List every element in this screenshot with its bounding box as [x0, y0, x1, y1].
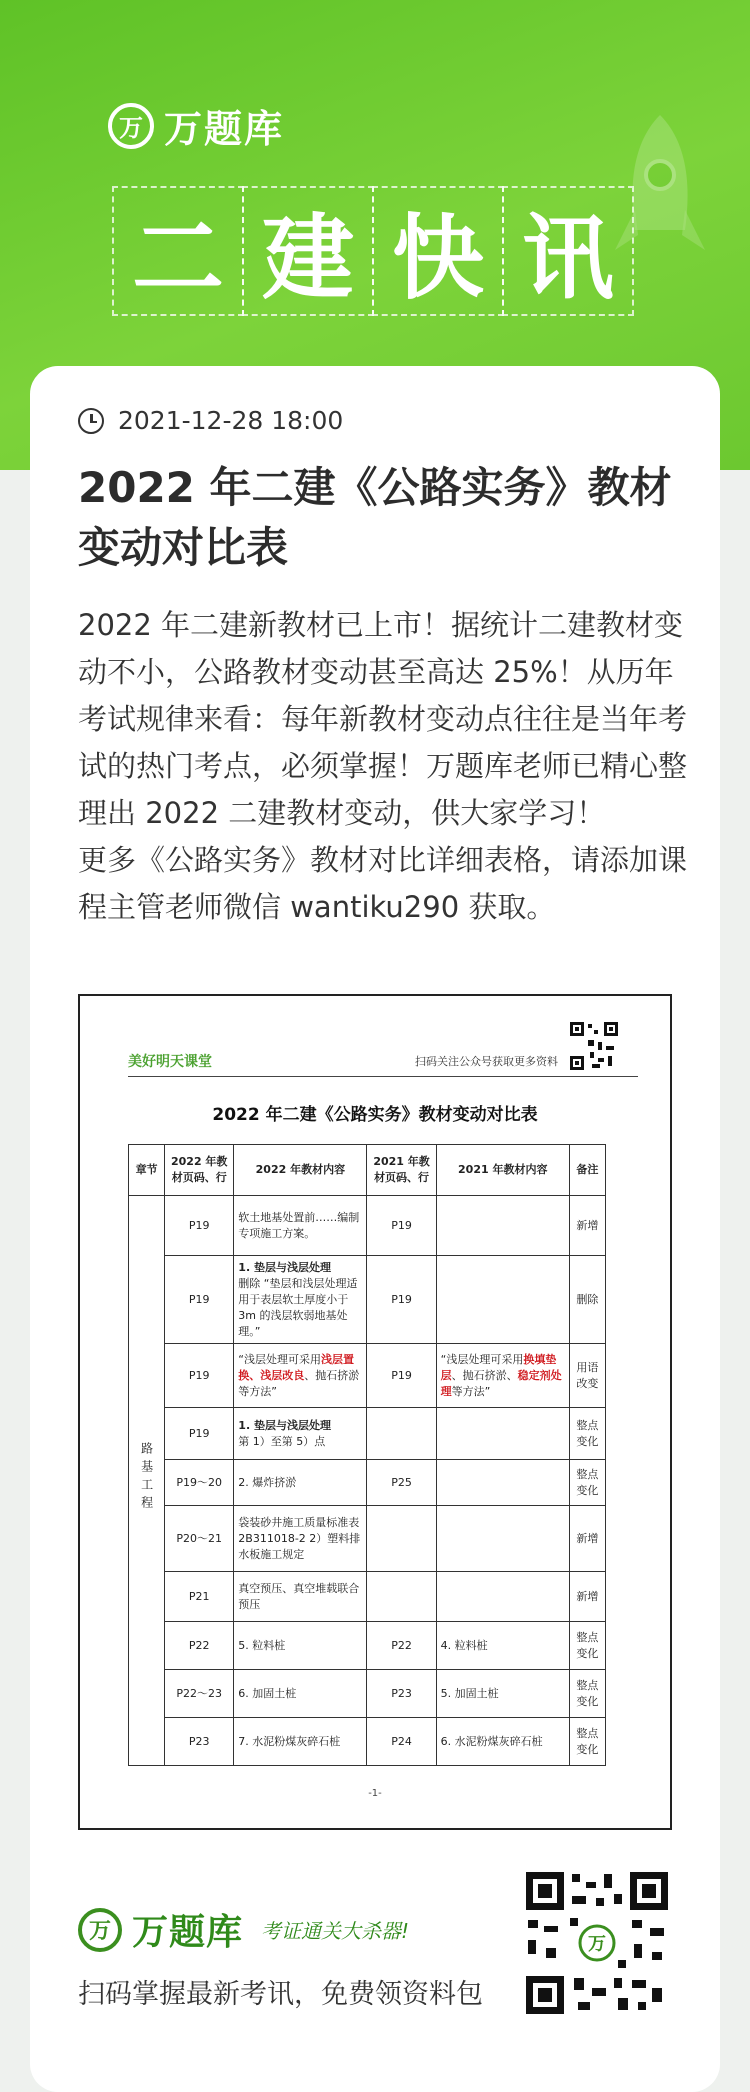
cell-text: 等方法” [451, 1384, 491, 1398]
hero-title-char: 讯 [502, 186, 634, 316]
brand-logo [108, 98, 284, 153]
comparison-table [128, 1144, 606, 1766]
timestamp-text: 2021-12-28 18:00 [118, 406, 344, 435]
table-cell: 整点变化 [569, 1408, 605, 1460]
table-cell: 6. 加固土桩 [234, 1670, 367, 1718]
table-cell: 整点变化 [569, 1622, 605, 1670]
document-title: 2022 年二建《公路实务》教材变动对比表 [212, 1105, 538, 1125]
table-row [129, 1344, 606, 1408]
table-cell: P19 [367, 1344, 436, 1408]
table-row [129, 1256, 606, 1344]
article-headline: 2022 年二建《公路实务》教材变动对比表 [78, 463, 672, 572]
column-header: 备注 [569, 1145, 605, 1196]
cell-text: 、抛石挤淤等方法” [238, 1368, 360, 1398]
table-row [129, 1408, 606, 1460]
table-cell: 软土地基处置前……编制专项施工方案。 [234, 1196, 367, 1256]
column-header: 2022 年教材页码、行 [165, 1145, 234, 1196]
table-cell: 整点变化 [569, 1460, 605, 1506]
table-cell: P20～21 [165, 1506, 234, 1572]
document-note: 扫码关注公众号获取更多资料 [415, 1055, 558, 1068]
table-cell: 用语改变 [569, 1344, 605, 1408]
table-row [129, 1196, 606, 1256]
article-body [78, 602, 698, 931]
table-cell: 袋装砂井施工质量标准表 2B311018-2 2）塑料排水板施工规定 [234, 1506, 367, 1572]
brand-badge-icon: 万 [78, 1908, 122, 1952]
table-cell: 2. 爆炸挤淤 [234, 1460, 367, 1506]
footer-slogan: 考证通关大杀器! [261, 1919, 410, 1943]
article-card [30, 366, 720, 2092]
table-cell [436, 1196, 569, 1256]
qr-code-icon [568, 1020, 620, 1072]
footer-brand [78, 1904, 409, 1955]
hero-title-char: 建 [242, 186, 374, 316]
table-cell: 7. 水泥粉煤灰碎石桩 [234, 1718, 367, 1766]
cell-heading: 1. 垫层与浅层处理 [238, 1260, 331, 1274]
footer-brand-name: 万题库 [132, 1912, 244, 1953]
document-page-number: -1- [368, 1788, 382, 1799]
table-row [129, 1670, 606, 1718]
highlight-text: 浅层置换、浅层改良 [238, 1352, 354, 1382]
footer-cta-text: 扫码掌握最新考讯，免费领资料包 [78, 1979, 483, 2010]
table-cell: 4. 粒料桩 [436, 1622, 569, 1670]
column-header: 2021 年教材页码、行 [367, 1145, 436, 1196]
cell-text: 第 1）至第 5）点 [238, 1434, 326, 1448]
table-row [129, 1460, 606, 1506]
table-cell [436, 1506, 569, 1572]
table-cell [367, 1408, 436, 1460]
cell-heading: 1. 垫层与浅层处理 [238, 1418, 331, 1432]
table-cell [436, 1460, 569, 1506]
table-cell: 整点变化 [569, 1718, 605, 1766]
svg-text:万: 万 [588, 1934, 606, 1955]
table-cell [234, 1344, 367, 1408]
chapter-cell [129, 1196, 165, 1766]
table-cell: P22 [165, 1622, 234, 1670]
table-cell: P19 [165, 1344, 234, 1408]
table-cell: 删除 [569, 1256, 605, 1344]
table-cell: 5. 粒料桩 [234, 1622, 367, 1670]
table-cell [436, 1408, 569, 1460]
hero-title-char: 二 [112, 186, 244, 316]
table-row [129, 1622, 606, 1670]
clock-icon [78, 408, 104, 434]
table-cell: 5. 加固土桩 [436, 1670, 569, 1718]
table-cell: 真空预压、真空堆载联合预压 [234, 1572, 367, 1622]
qr-code-icon[interactable] [522, 1868, 672, 2018]
table-cell: P23 [367, 1670, 436, 1718]
article-paragraph: 2022 年二建新教材已上市！据统计二建教材变动不小，公路教材变动甚至高达 25%！从历年考试规律来看：每年新教材变动点往往是当年考试的热门考点，必须掌握！万题库老师已精心整理出 2022 二建教材变动，供大家学习！ [78, 608, 688, 830]
table-cell: 新增 [569, 1572, 605, 1622]
table-cell: P19 [165, 1196, 234, 1256]
table-cell [234, 1256, 367, 1344]
document-image[interactable] [78, 994, 672, 1830]
table-cell: 新增 [569, 1196, 605, 1256]
table-cell: P19 [367, 1256, 436, 1344]
column-header: 章节 [129, 1145, 165, 1196]
table-row [129, 1718, 606, 1766]
table-cell [234, 1408, 367, 1460]
document-rule [128, 1076, 638, 1077]
highlight-text: 稳定剂处理 [440, 1368, 562, 1398]
column-header: 2021 年教材内容 [436, 1145, 569, 1196]
table-cell: P19～20 [165, 1460, 234, 1506]
table-cell [436, 1572, 569, 1622]
table-cell: P25 [367, 1460, 436, 1506]
table-cell [436, 1344, 569, 1408]
table-cell: 6. 水泥粉煤灰碎石桩 [436, 1718, 569, 1766]
hero-title-char: 快 [372, 186, 504, 316]
article-paragraph: 更多《公路实务》教材对比详细表格，请添加课程主管老师微信 wantiku290 获取。 [78, 843, 688, 924]
brand-badge-icon: 万 [108, 103, 154, 149]
table-cell [436, 1256, 569, 1344]
table-cell: P24 [367, 1718, 436, 1766]
cell-text: “浅层处理可采用 [238, 1352, 321, 1366]
document-logo: 美好明天课堂 [128, 1054, 212, 1070]
table-cell: P19 [165, 1256, 234, 1344]
table-cell: P19 [367, 1196, 436, 1256]
table-cell: 新增 [569, 1506, 605, 1572]
table-cell: P22～23 [165, 1670, 234, 1718]
document-header [128, 1050, 622, 1072]
cell-text: 删除 “垫层和浅层处理适用于表层软土厚度小于 3m 的浅层软弱地基处理。” [238, 1276, 358, 1338]
table-cell [367, 1572, 436, 1622]
table-cell: P23 [165, 1718, 234, 1766]
table-header-row [129, 1145, 606, 1196]
highlight-text: 换填垫层 [440, 1352, 557, 1382]
cell-text: “浅层处理可采用 [440, 1352, 524, 1366]
publish-time [78, 406, 343, 435]
table-cell [367, 1506, 436, 1572]
brand-name: 万题库 [164, 107, 285, 151]
table-cell: P22 [367, 1622, 436, 1670]
table-row [129, 1572, 606, 1622]
table-row [129, 1506, 606, 1572]
column-header: 2022 年教材内容 [234, 1145, 367, 1196]
chapter-label: 路基工程 [139, 1442, 154, 1514]
cell-text: 、抛石挤淤、 [451, 1368, 518, 1382]
hero-title [114, 186, 634, 316]
table-cell: 整点变化 [569, 1670, 605, 1718]
table-cell: P21 [165, 1572, 234, 1622]
table-cell: P19 [165, 1408, 234, 1460]
